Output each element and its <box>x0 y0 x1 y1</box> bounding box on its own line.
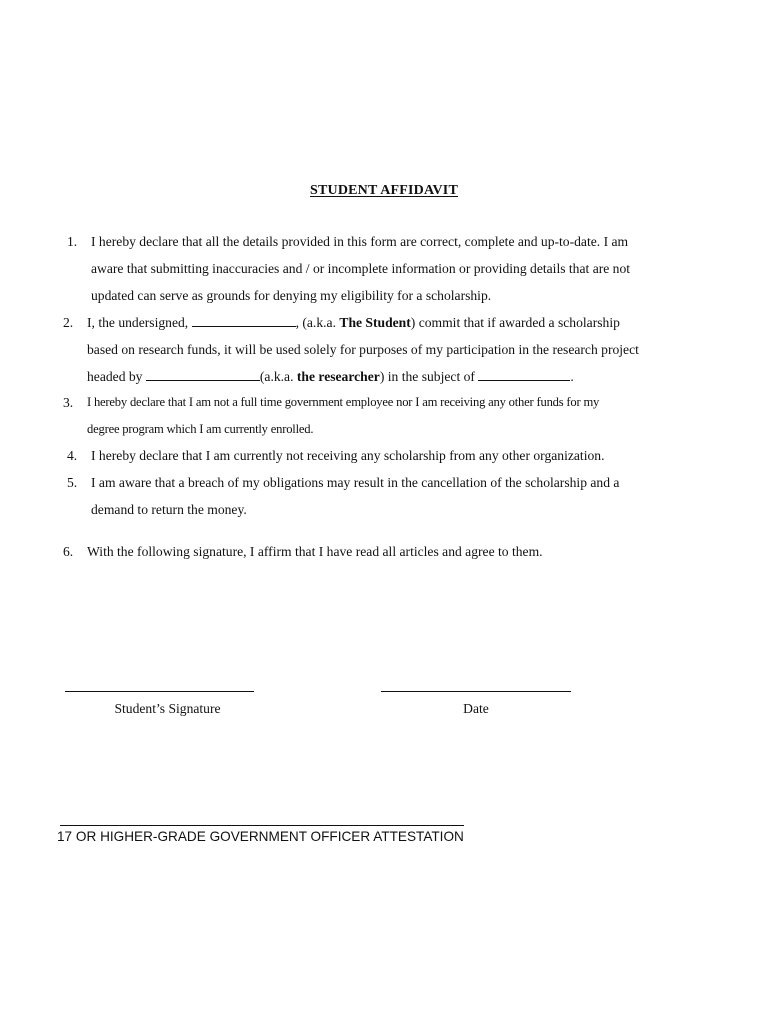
clause-6-line-1: With the following signature, I affirm that I have read all articles and agree to them. <box>87 544 543 559</box>
date-label: Date <box>463 701 489 716</box>
clause-2-headed-by: headed by <box>87 369 143 384</box>
clause-2-aka: , (a.k.a. <box>295 315 336 330</box>
clause-3-number: 3. <box>63 395 74 410</box>
attestation-line[interactable] <box>60 825 464 826</box>
clause-2-suffix: ) commit that if awarded a scholarship <box>410 315 620 330</box>
clause-2-line-3 <box>87 363 574 390</box>
clause-4-line-1: I hereby declare that I am currently not receiving any scholarship from any other organization. <box>91 448 605 463</box>
document-title <box>0 183 768 199</box>
clause-5-number: 5. <box>67 475 78 490</box>
attestation-label: 17 OR HIGHER-GRADE GOVERNMENT OFFICER ATTESTATION <box>57 829 464 844</box>
clause-2-prefix: I, the undersigned, <box>87 315 189 330</box>
clause-5-line-1: I am aware that a breach of my obligations may result in the cancellation of the scholarship and a <box>91 475 620 490</box>
clause-2-bold-researcher: the researcher <box>296 369 380 384</box>
clause-3-line-1: I hereby declare that I am not a full time government employee nor I am receiving any other funds for my <box>87 395 600 409</box>
clause-2-subject: ) in the subject of <box>379 369 475 384</box>
clause-2-number: 2. <box>63 315 74 330</box>
document-title-text: STUDENT AFFIDAVIT <box>310 183 458 198</box>
subject-blank[interactable] <box>478 366 570 381</box>
clause-2-bold-student: The Student <box>339 315 411 330</box>
clause-2-line-1 <box>87 309 620 336</box>
student-name-blank[interactable] <box>192 312 296 327</box>
researcher-name-blank[interactable] <box>146 366 260 381</box>
clause-1-line-1: I hereby declare that all the details provided in this form are correct, complete and up-to-date. I am <box>91 234 629 249</box>
clause-2-aka-2: (a.k.a. <box>259 369 294 384</box>
student-signature-label: Student’s Signature <box>114 701 221 716</box>
clause-2-line-2: based on research funds, it will be used solely for purposes of my participation in the research project <box>87 342 639 357</box>
date-line[interactable] <box>381 691 571 692</box>
clause-1-line-3: updated can serve as grounds for denying my eligibility for a scholarship. <box>91 288 492 303</box>
clause-3-line-2: degree program which I am currently enrolled. <box>87 422 314 436</box>
clause-6-number: 6. <box>63 544 74 559</box>
clause-1-number: 1. <box>67 234 78 249</box>
clause-2-period: . <box>570 369 574 384</box>
clause-1-line-2: aware that submitting inaccuracies and / or incomplete information or providing details that are not <box>91 261 631 276</box>
clause-4-number: 4. <box>67 448 78 463</box>
clause-5-line-2: demand to return the money. <box>91 502 247 517</box>
student-signature-line[interactable] <box>65 691 254 692</box>
